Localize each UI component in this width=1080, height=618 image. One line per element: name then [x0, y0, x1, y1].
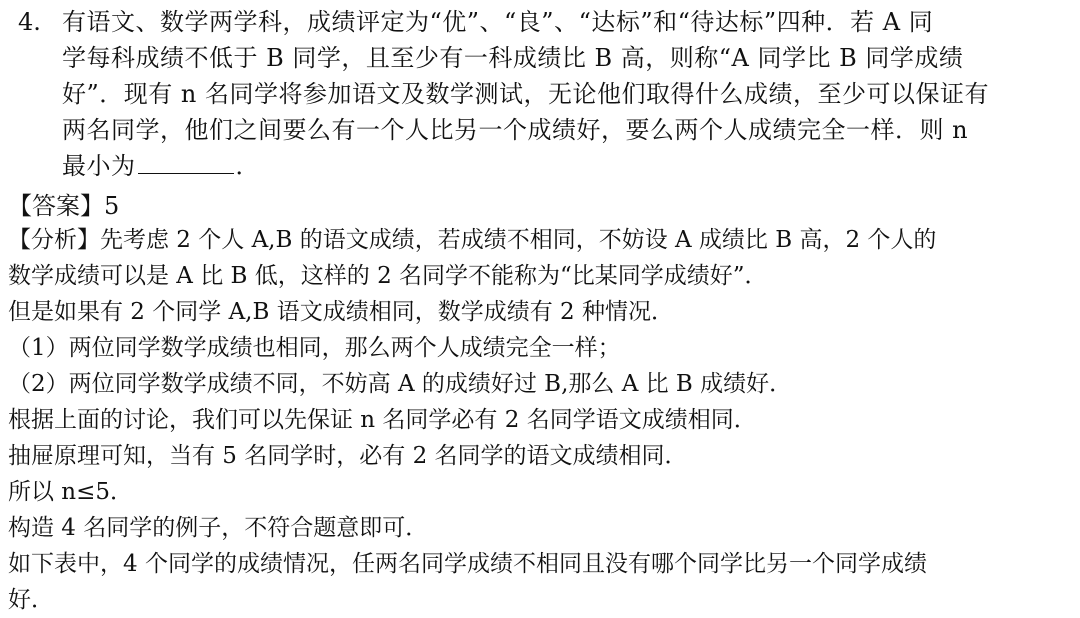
answer-line [8, 188, 119, 224]
analysis-line: 数学成绩可以是 A 比 B 低，这样的 2 名同学不能称为“比某同学成绩好”． [8, 263, 768, 289]
analysis-line: （1）两位同学数学成绩也相同，那么两个人成绩完全一样； [8, 335, 621, 361]
question-line: 有语文、数学两学科，成绩评定为“优”、“良”、“达标”和“待达标”四种．若 A 同 [62, 8, 934, 36]
question-last-suffix: ． [235, 152, 260, 180]
question-line: 两名同学，他们之间要么有一个人比另一个成绩好，要么两个人成绩完全一样．则 n [62, 116, 969, 144]
analysis-line: 好． [8, 587, 54, 613]
answer-value: 5 [104, 192, 120, 220]
answer-blank [138, 149, 234, 174]
analysis-line: （2）两位同学数学成绩不同，不妨高 A 的成绩好过 B,那么 A 比 B 成绩好． [8, 371, 793, 397]
analysis-line: 所以 n≤5． [8, 479, 134, 505]
question-number: 4. [18, 8, 41, 36]
question-line: 学每科成绩不低于 B 同学，且至少有一科成绩比 B 高，则称“A 同学比 B 同学成绩 [62, 44, 964, 72]
analysis-line: 但是如果有 2 个同学 A,B 语文成绩相同，数学成绩有 2 种情况． [8, 299, 674, 325]
analysis-line: 【分析】先考虑 2 个人 A,B 的语文成绩，若成绩不相同，不妨设 A 成绩比 B 高，2 个人的 [8, 227, 937, 253]
analysis-line: 如下表中，4 个同学的成绩情况，任两名同学成绩不相同且没有哪个同学比另一个同学成绩 [8, 551, 927, 577]
analysis-line: 抽屉原理可知，当有 5 名同学时，必有 2 名同学的语文成绩相同． [8, 443, 688, 469]
question-last-prefix: 最小为 [62, 152, 136, 180]
analysis-line: 根据上面的讨论，我们可以先保证 n 名同学必有 2 名同学语文成绩相同． [8, 407, 757, 433]
analysis-block [8, 222, 1068, 618]
question-line: 好”．现有 n 名同学将参加语文及数学测试，无论他们取得什么成绩，至少可以保证有 [62, 80, 989, 108]
question-line-last [62, 148, 982, 184]
answer-label: 【答案】 [8, 192, 104, 220]
question-text [62, 4, 989, 184]
analysis-line: 构造 4 名同学的例子，不符合题意即可． [8, 515, 429, 541]
